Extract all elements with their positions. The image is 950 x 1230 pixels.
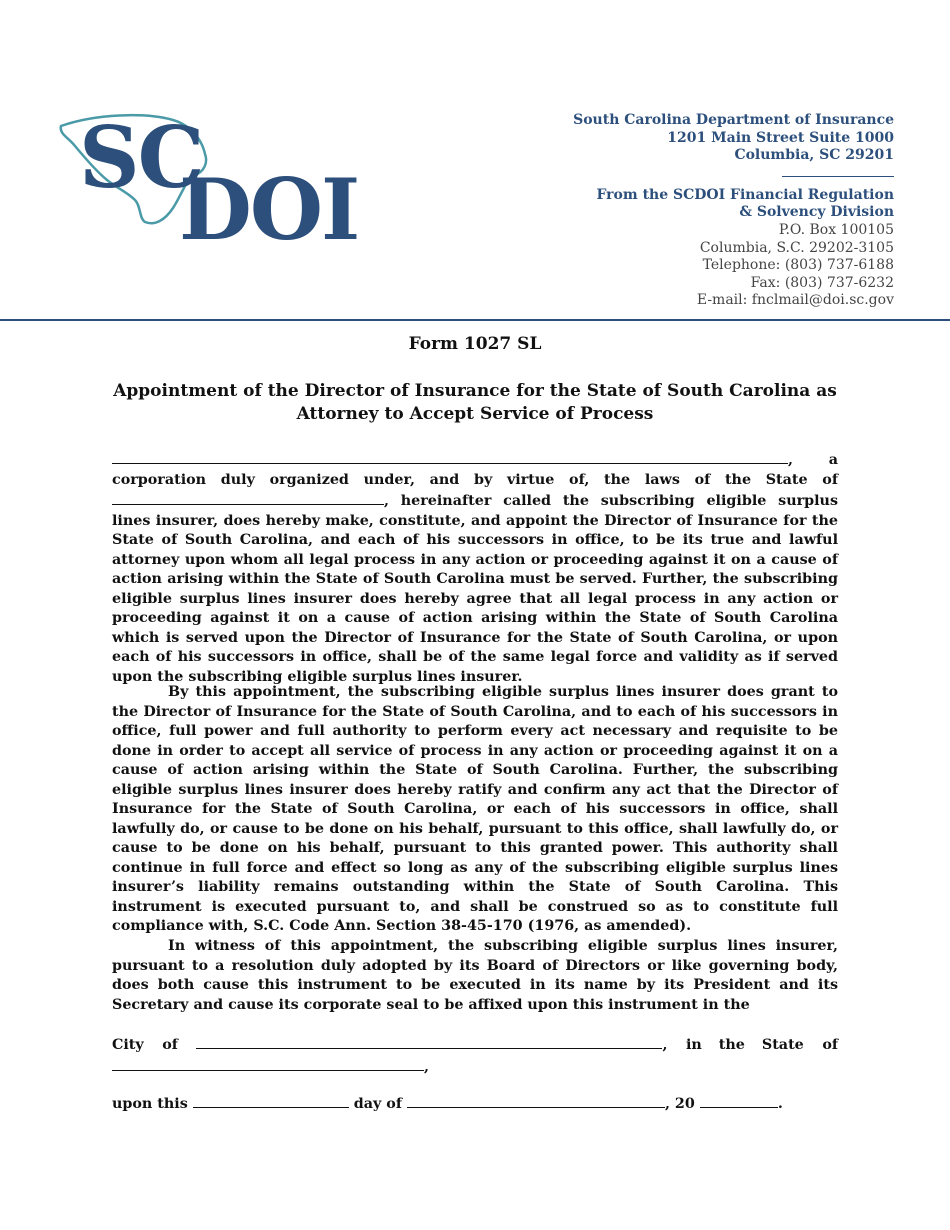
paragraph-1 [112, 449, 838, 687]
fax: Fax: (803) 737-6232 [750, 274, 894, 291]
insurer-name-blank[interactable] [112, 449, 788, 464]
city-state-line [112, 1034, 838, 1077]
city-blank[interactable] [196, 1034, 662, 1049]
of-label-2: of [822, 1037, 838, 1053]
form-title [110, 380, 840, 425]
agency-city: Columbia, SC 29201 [734, 147, 894, 164]
day-of-label: day of [353, 1096, 402, 1112]
paragraph-3: In witness of this appointment, the subscribing eligible surplus lines insurer, pursuant to a resolution duly adopted by its Board of Directors or like governing body, does both cause this instrument to be executed in its name by its President and its Secretary and cause its corporate seal to be affixed upon this instrument in the [112, 938, 838, 1013]
po-city: Columbia, S.C. 29202-3105 [699, 239, 894, 256]
address-divider [782, 176, 894, 177]
telephone: Telephone: (803) 737-6188 [702, 257, 894, 274]
comma-20-label: , 20 [664, 1096, 695, 1112]
p1-part-a: , a corporation duly organized under, and by virtue of, the laws of the State of [112, 452, 838, 488]
agency-name: South Carolina Department of Insurance [573, 112, 894, 128]
city-label: City [112, 1037, 144, 1053]
period: . [777, 1096, 783, 1112]
month-blank[interactable] [407, 1093, 665, 1108]
scdoi-logo [55, 108, 359, 259]
p1-part-b: , hereinafter called the subscribing eligible surplus lines insurer, does hereby make, constitute, and appoint the Director of Insurance for the State of South Carolina, and each of his successors in office, to be its true and lawful attorney upon whom all legal process in any action or proceeding against it on a cause of action arising within the State of South Carolina must be served. Further, the subscribing eligible surplus lines insurer does hereby agree that all legal process in any action or proceeding against it on a cause of action arising within the State of South Carolina which is served upon the Director of Insurance for the State of South Carolina, or upon each of his successors in office, shall be of the same legal force and validity as if served upon the subscribing eligible surplus lines insurer. [112, 493, 838, 685]
state-of-domicile-blank[interactable] [112, 490, 384, 505]
division-line-1: From the SCDOI Financial Regulation [596, 186, 894, 203]
email[interactable]: E-mail: fnclmail@doi.sc.gov [696, 292, 894, 309]
paragraph-2: By this appointment, the subscribing eligible surplus lines insurer does grant to the Director of Insurance for the State of South Carolina, and to each of his successors in office, full power and full authority to perform every act necessary and requisite to be done in order to accept all service of process in any action or proceeding against it on a cause of action arising within the State of South Carolina. Further, the subscribing eligible surplus lines insurer does hereby ratify and confirm any act that the Director of Insurance for the State of South Carolina, or each of his successors in office, shall lawfully do, or cause to be done on his behalf, pursuant to this office, shall lawfully do, or cause to be done on his behalf, pursuant to this granted power. This authority shall continue in full force and effect so long as any of the subscribing eligible surplus lines insurer’s liability remains outstanding within the State of South Carolina. This instrument is executed pursuant to, and shall be construed so as to constitute full compliance with, S.C. Code Ann. Section 38-45-170 (1976, as amended). [112, 684, 838, 934]
agency-address-block [573, 112, 894, 310]
upon-this-label: upon this [112, 1096, 188, 1112]
year-blank[interactable] [700, 1093, 778, 1108]
form-title-line-2: Attorney to Accept Service of Process [296, 403, 654, 424]
logo-sc-text: SC [79, 108, 203, 207]
day-blank[interactable] [193, 1093, 349, 1108]
agency-street: 1201 Main Street Suite 1000 [667, 129, 894, 146]
date-line [112, 1093, 838, 1115]
comma-2: , [424, 1058, 429, 1075]
form-title-line-1: Appointment of the Director of Insurance for the State of South Carolina as [113, 381, 837, 401]
header-rule [0, 319, 950, 321]
of-label: of [162, 1037, 178, 1053]
logo-doi-text: DOI [179, 160, 359, 259]
comma-1: , [662, 1037, 668, 1053]
po-box: P.O. Box 100105 [778, 221, 894, 238]
form-number: Form 1027 SL [408, 334, 542, 354]
division-line-2: & Solvency Division [739, 204, 894, 221]
in-the-state-label: in the State [686, 1037, 804, 1053]
state-blank[interactable] [112, 1056, 424, 1071]
